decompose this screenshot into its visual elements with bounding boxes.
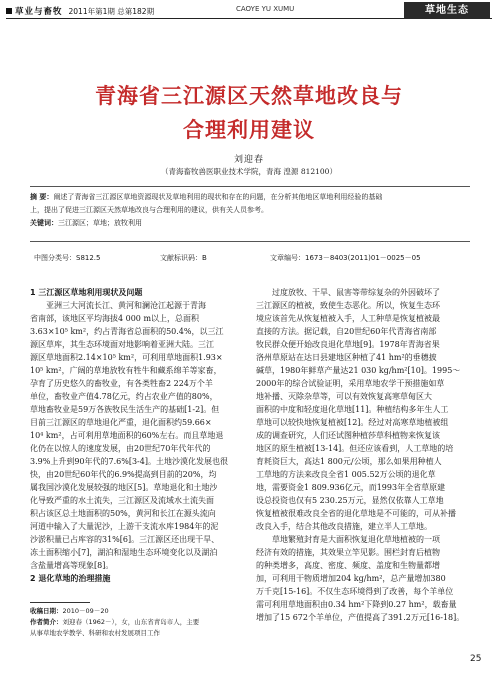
body-line: 快，由20世纪60年代的6.9%提高到目前的20%，均 xyxy=(30,470,217,479)
body-line: 2000年的综合试验证明，采用草地农学干预措施如草 xyxy=(256,379,445,388)
section-heading-1: 1 三江源区草地利用现状及问题 xyxy=(30,288,143,297)
footnote-rule xyxy=(30,602,90,603)
abstract-line-2: 上，提出了促进三江源区天然草地改良与合理利用的建议，供有关人员参考。 xyxy=(30,206,268,214)
body-line: 单位，畜牧业产值4.78亿元，约占农业产值的80%， xyxy=(30,392,218,401)
page-header xyxy=(0,0,498,22)
body-line: 成的调查研究，人们还试图种植莎草科植物来恢复该 xyxy=(256,431,440,440)
body-line: 三江源区的植被，致使生态恶化。所以，恢复生态环 xyxy=(256,301,440,310)
keywords-line xyxy=(30,217,470,230)
right-column xyxy=(256,286,474,624)
issue-info: 2011年第1期 总第182期 xyxy=(68,7,155,16)
body-line: 草地畜牧业是59万各族牧民生活生产的基础[1-2]。但 xyxy=(30,405,220,414)
body-line: 草地繁殖封育是大面积恢复退化草地植被的一项 xyxy=(272,535,440,544)
body-line: 洛州草原站在达日县建地区种植了41 hm²的垂穗披 xyxy=(256,353,437,362)
abstract-line-1 xyxy=(30,191,470,204)
running-header: CAOYE YU XUMU xyxy=(236,5,295,13)
body-line: 设总投资也仅有5 230.25万元，显然仅依靠人工草地 xyxy=(256,496,444,505)
author-name: 刘迎春 xyxy=(233,155,264,165)
bio-label: 作者简介： xyxy=(30,618,63,626)
body-line: 目前三江源区的草地退化严重，退化面积约59.66× xyxy=(30,418,212,427)
body-line: 加，可利用干物质增加204 kg/hm²，总产量增加380 xyxy=(256,574,446,583)
body-line: 省南部，该地区平均海拔4 000 m以上，总面积 xyxy=(30,314,200,323)
article-title-line1: 青海省三江源区天然草地改良与 xyxy=(95,83,403,108)
author-bio-line2: 从事草地农学教学、科研和农村发展项目工作 xyxy=(30,629,160,637)
left-column xyxy=(30,286,248,585)
document-code: 文献标识码：B xyxy=(160,254,207,262)
received-date xyxy=(30,606,250,615)
author-bio-line1 xyxy=(30,617,250,626)
author-affiliation: （青海畜牧兽医职业技术学院，青海 湟源 812100） xyxy=(161,167,337,176)
body-line: 碱草，1980年鲜草产量达21 030 kg/hm²[10]。1995～ xyxy=(256,366,461,375)
body-line: 属我国沙漠化发展较强的地区[5]。草地退化和土地沙 xyxy=(30,483,218,492)
article-number: 文章编号：1673－8403(2011)01－0025－05 xyxy=(270,254,421,262)
keywords-text: 三江源区；草地；放牧利用 xyxy=(58,219,142,227)
body-line: 3.9%上升到90年代的7.6%[3-4]。土地沙漠化发展也很 xyxy=(30,457,228,466)
body-line: 3.63×10⁵ km²，约占青海省总面积的50.4%，以三江 xyxy=(30,327,224,336)
body-line: 亚洲三大河流长江、黄河和澜沧江起源于青海 xyxy=(46,301,206,310)
body-line: 积占该区总土地面积的50%，黄河和长江在源头流向 xyxy=(30,509,216,518)
abstract-bottom-rule xyxy=(30,241,470,242)
body-line: 的种类增多，高度、密度、频度、盖度和生物量都增 xyxy=(256,561,440,570)
body-line: 面积的中度和轻度退化草地[11]。种植结构多年生人工 xyxy=(256,405,449,414)
journal-info xyxy=(6,5,154,17)
body-line: 冻土面积缩小[7]，湖泊和湿地生态环境变化以及湖泊 xyxy=(30,548,218,557)
body-line: 工草地的方法来改良全省1 005.52万公顷的退化草 xyxy=(256,470,436,479)
abstract-top-rule xyxy=(30,186,470,187)
square-bullet-icon xyxy=(6,8,12,14)
bio-text-1: 刘迎春（1962－），女，山东省青岛市人，主要 xyxy=(62,618,200,626)
body-line: 万千克[15-16]。不仅生态环境得到了改善，每个羊单位 xyxy=(256,587,454,596)
body-line: 改良入手，结合其他改良措施，建立半人工草地。 xyxy=(256,522,432,531)
body-line: 草地可以较快地恢复植被[12]。经过对高寒草地植被组 xyxy=(256,418,449,427)
body-line: 化导致严重的水土流失，三江源区及流域水土流失面 xyxy=(30,496,214,505)
abstract-label: 摘 要： xyxy=(30,193,54,201)
body-line: 含盐量增高等现象[8]。 xyxy=(30,561,114,570)
body-line: 孕育了历史悠久的畜牧业，有各类牲畜2 224万个羊 xyxy=(30,379,213,388)
body-line: 地区的原生植被[13-14]。但还应该看到，人工草地的培 xyxy=(256,444,454,453)
body-line: 境应该首先从恢复植被入手，人工种草是恢复植被最 xyxy=(256,314,440,323)
clc-number: 中图分类号：S812.5 xyxy=(34,254,101,262)
body-line: 经济有效的措施，其效果立竿见影。围栏封育后植物 xyxy=(256,548,440,557)
body-line: 育耗资巨大，高达1 800元/公顷，那么如果用种植人 xyxy=(256,457,442,466)
body-line: 地补播、灭除杂草等，可以有效恢复高寒草甸区大 xyxy=(256,392,432,401)
body-line: 源区草地面积2.14×10⁵ km²，可利用草地面积1.93× xyxy=(30,353,223,362)
article-title-line2: 合理利用建议 xyxy=(183,117,315,142)
abstract-block xyxy=(30,191,470,230)
body-line: 10⁵ km²，广阔的草地放牧有牲牛和藏系绵羊等家畜， xyxy=(30,366,222,375)
section-heading-2: 2 退化草地的治理措施 xyxy=(30,574,111,583)
received-value: 2010－09－20 xyxy=(62,607,109,615)
body-line: 过度放牧、干旱、鼠害等带综复杂的外因破坏了 xyxy=(272,288,440,297)
body-line: 增加了15 672个羊单位，产值提高了391.2万元[16-18]。 xyxy=(256,613,465,622)
body-line: 需可利用草地面积由0.34 hm²下降到0.27 hm²，载畜量 xyxy=(256,600,457,609)
page-number: 25 xyxy=(470,654,482,664)
body-line: 河道中输入了大量泥沙，上游干支流水库1984年的泥 xyxy=(30,522,219,531)
abstract-text-1: 阐述了青海省三江源区草地资源现状及草地利用的现状和存在的问题，在分析其他地区草地利用经验的基础 xyxy=(53,193,383,201)
body-line: 地，需要资金1 809.936亿元，而1993年全省草原建 xyxy=(256,483,446,492)
body-line: 10⁴ km²，占可利用草地面积的60%左右。而且草地退 xyxy=(30,431,224,440)
received-label: 收稿日期： xyxy=(30,607,63,615)
body-line: 直接的方法。据记载，自20世纪60年代青海省南部 xyxy=(256,327,437,336)
body-line: 沙淤积量已占库容的31%[6]。三江源区还出现干旱、 xyxy=(30,535,220,544)
body-line: 牧民群众便开始改良退化草地[9]。1978年青海省果 xyxy=(256,340,440,349)
body-line: 源区草库，其生态环境面对地影响着亚洲大陆。三江 xyxy=(30,340,214,349)
body-line: 化仍在以惊人的速度发展，由20世纪70年代年代的 xyxy=(30,444,211,453)
magazine-name: 草业与畜牧 xyxy=(15,7,63,17)
body-line: 恢复植被很难改良全省的退化草地是不可能的，可从补播 xyxy=(256,509,456,518)
section-tab: 草地生态 xyxy=(404,2,490,19)
keywords-label: 关键词： xyxy=(30,219,58,227)
